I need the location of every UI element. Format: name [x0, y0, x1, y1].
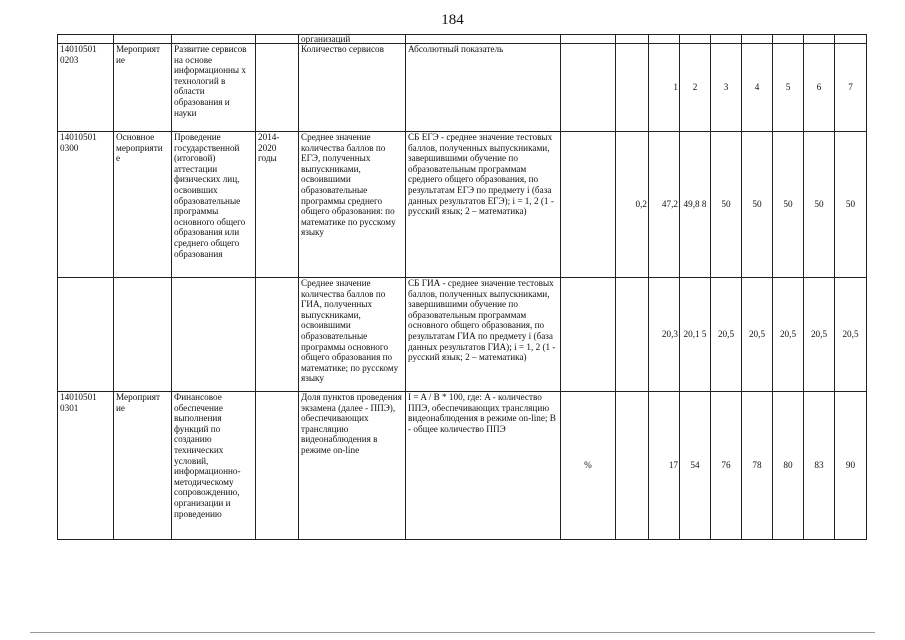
- cell-empty: [172, 35, 256, 44]
- cell-value: 7: [835, 44, 867, 132]
- cell-method: I = A / B * 100, где: A - количество ППЭ, обеспечивающих трансляцию видеонаблюдения в режиме on-line; B - общее количество ППЭ: [406, 392, 561, 540]
- table-row: [58, 44, 867, 132]
- cell-base: [616, 278, 649, 392]
- cell-value: 1: [649, 44, 680, 132]
- table-row-continuation: [58, 35, 867, 44]
- cell-code: 14010501 0301: [58, 392, 114, 540]
- cell-empty: [680, 35, 711, 44]
- cell-value: 50: [711, 132, 742, 278]
- cell-base: [616, 44, 649, 132]
- cell-value: 20,3: [649, 278, 680, 392]
- cell-code: 14010501 0300: [58, 132, 114, 278]
- cell-value: 47,2: [649, 132, 680, 278]
- cell-value: 49,8 8: [680, 132, 711, 278]
- cell-period: 2014-2020 годы: [256, 132, 299, 278]
- cell-empty: [835, 35, 867, 44]
- table-row: [58, 132, 867, 278]
- cell-method: СБ ЕГЭ - среднее значение тестовых баллов, полученных выпускниками, завершившими обучение по образовательным программам среднего общего образования, по результатам ЕГЭ по предмету i (база данных результатов ЕГЭ); i = 1, 2 (1 - русский язык; 2 – математика): [406, 132, 561, 278]
- cell-value: 76: [711, 392, 742, 540]
- cell-name: [172, 278, 256, 392]
- cell-value: 20,5: [742, 278, 773, 392]
- cell-value: 50: [773, 132, 804, 278]
- cell-type: Мероприят ие: [114, 44, 172, 132]
- cell-indicator: Среднее значение количества баллов по ГИА, полученных выпускниками, освоившими образовательные программы основного общего образования по математике; по русскому языку: [299, 278, 406, 392]
- cell-unit: [561, 132, 616, 278]
- cell-name: Развитие сервисов на основе информационны х технологий в области образования и науки: [172, 44, 256, 132]
- cell-indicator: Количество сервисов: [299, 44, 406, 132]
- cell-type: Основное мероприяти е: [114, 132, 172, 278]
- cell-value: 90: [835, 392, 867, 540]
- cell-empty: [742, 35, 773, 44]
- cell-empty: [561, 35, 616, 44]
- indicators-table: [57, 34, 867, 540]
- cell-value: 54: [680, 392, 711, 540]
- cell-value: 5: [773, 44, 804, 132]
- cell-value: 20,5: [835, 278, 867, 392]
- cell-value: 17: [649, 392, 680, 540]
- cell-indicator: Доля пунктов проведения экзамена (далее - ППЭ), обеспечивающих трансляцию видеонаблюдения в режиме on-line: [299, 392, 406, 540]
- cell-empty: [406, 35, 561, 44]
- cell-period: [256, 278, 299, 392]
- page-number: 184: [441, 12, 464, 28]
- cell-code: [58, 278, 114, 392]
- cell-empty: [58, 35, 114, 44]
- cell-type: Мероприят ие: [114, 392, 172, 540]
- table-row: [58, 392, 867, 540]
- cell-indicator: организаций: [299, 35, 406, 44]
- cell-name: Проведение государственной (итоговой) аттестации физических лиц, освоивших образовательные программы основного общего образования или среднего общего образования: [172, 132, 256, 278]
- cell-value: 2: [680, 44, 711, 132]
- cell-value: 6: [804, 44, 835, 132]
- cell-value: 50: [742, 132, 773, 278]
- cell-code: 14010501 0203: [58, 44, 114, 132]
- cell-value: 80: [773, 392, 804, 540]
- cell-value: 20,1 5: [680, 278, 711, 392]
- scan-edge-line: [30, 632, 875, 633]
- cell-value: 20,5: [804, 278, 835, 392]
- cell-method: СБ ГИА - среднее значение тестовых баллов, полученных выпускниками, завершившими обучение по образовательным программам основного общего образования, по результатам ГИА по предмету i (база данных результатов ГИА); i = 1, 2 (1 - русский язык; 2 – математика): [406, 278, 561, 392]
- cell-empty: [804, 35, 835, 44]
- cell-indicator: Среднее значение количества баллов по ЕГЭ, полученных выпускниками, освоившими образовательные программы среднего общего образования: по математике по русскому языку: [299, 132, 406, 278]
- cell-period: [256, 392, 299, 540]
- cell-value: 4: [742, 44, 773, 132]
- cell-base: [616, 392, 649, 540]
- cell-value: 78: [742, 392, 773, 540]
- cell-type: [114, 278, 172, 392]
- cell-unit: [561, 44, 616, 132]
- cell-empty: [616, 35, 649, 44]
- table-row: [58, 278, 867, 392]
- cell-name: Финансовое обеспечение выполнения функций по созданию технических условий, информационно-методическому сопровождению, организации и проведению: [172, 392, 256, 540]
- cell-unit: %: [561, 392, 616, 540]
- cell-empty: [114, 35, 172, 44]
- cell-unit: [561, 278, 616, 392]
- cell-value: 83: [804, 392, 835, 540]
- cell-value: 3: [711, 44, 742, 132]
- cell-value: 20,5: [773, 278, 804, 392]
- cell-method: Абсолютный показатель: [406, 44, 561, 132]
- cell-base: 0,2: [616, 132, 649, 278]
- cell-empty: [256, 35, 299, 44]
- cell-empty: [773, 35, 804, 44]
- cell-empty: [649, 35, 680, 44]
- cell-value: 50: [835, 132, 867, 278]
- cell-empty: [711, 35, 742, 44]
- cell-value: 50: [804, 132, 835, 278]
- cell-period: [256, 44, 299, 132]
- cell-value: 20,5: [711, 278, 742, 392]
